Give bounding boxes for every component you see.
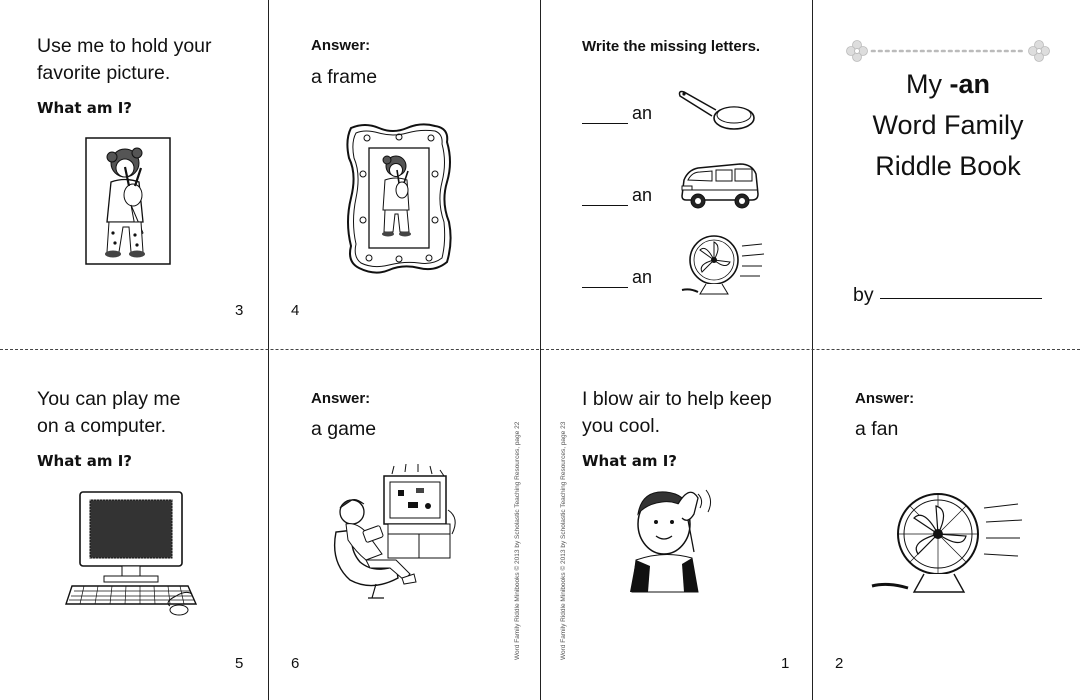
electric-fan-icon xyxy=(868,486,1028,598)
riddle-line-1: You can play me xyxy=(37,388,181,410)
ornate-frame-icon xyxy=(345,122,453,274)
blank-pan[interactable] xyxy=(582,103,652,124)
girl-with-bunny-picture-icon xyxy=(85,137,171,265)
blank-line[interactable] xyxy=(582,109,628,124)
suffix-text: an xyxy=(632,267,653,287)
answer-heading: Answer: xyxy=(311,37,371,54)
author-blank[interactable] xyxy=(880,298,1042,299)
title-line-1 xyxy=(832,64,1064,105)
divider-1 xyxy=(268,0,269,700)
author-line xyxy=(853,284,874,307)
riddle-text xyxy=(37,33,212,87)
page-number: 4 xyxy=(291,302,300,319)
book-title xyxy=(832,64,1064,187)
fold-line xyxy=(0,349,1080,350)
what-am-i-question: What am I? xyxy=(582,452,677,470)
what-am-i-question: What am I? xyxy=(37,99,132,117)
blank-line[interactable] xyxy=(582,273,628,288)
boy-playing-video-game-icon xyxy=(326,462,462,606)
van-icon xyxy=(678,158,762,214)
computer-icon xyxy=(64,490,204,616)
title-line-2: Word Family xyxy=(872,110,1024,140)
suffix-text: an xyxy=(632,185,653,205)
page-number: 2 xyxy=(835,655,844,672)
blank-fan[interactable] xyxy=(582,267,652,288)
blank-line[interactable] xyxy=(582,191,628,206)
riddle-line-2: you cool. xyxy=(582,415,661,437)
blank-van[interactable] xyxy=(582,185,652,206)
riddle-line-1: Use me to hold your xyxy=(37,35,212,57)
riddle-line-2: favorite picture. xyxy=(37,62,171,84)
riddle-text xyxy=(37,386,180,440)
page-number: 1 xyxy=(781,655,790,672)
page-number: 5 xyxy=(235,655,244,672)
frying-pan-icon xyxy=(676,86,756,134)
riddle-text xyxy=(582,386,772,440)
title-line-3: Riddle Book xyxy=(875,151,1021,181)
by-label: by xyxy=(853,284,874,306)
answer-text: a game xyxy=(311,418,377,440)
riddle-line-1: I blow air to help keep xyxy=(582,388,772,410)
hot-boy-wiping-brow-icon xyxy=(628,480,720,596)
answer-heading: Answer: xyxy=(855,390,915,407)
word-family: -an xyxy=(949,69,990,99)
what-am-i-question: What am I? xyxy=(37,452,132,470)
answer-text: a frame xyxy=(311,66,378,88)
copyright-credit: Word Family Riddle Minibooks © 2013 by Scholastic Teaching Resources, page 22 xyxy=(514,421,521,660)
divider-2 xyxy=(540,0,541,700)
suffix-text: an xyxy=(632,103,653,123)
copyright-credit: Word Family Riddle Minibooks © 2013 by Scholastic Teaching Resources, page 23 xyxy=(560,421,567,660)
riddle-line-2: on a computer. xyxy=(37,415,166,437)
answer-text: a fan xyxy=(855,418,899,440)
answer-heading: Answer: xyxy=(311,390,371,407)
flower-ornament-icon xyxy=(846,40,1050,62)
page-number: 6 xyxy=(291,655,300,672)
worksheet-instruction: Write the missing letters. xyxy=(582,38,761,55)
divider-3 xyxy=(812,0,813,700)
electric-fan-icon xyxy=(676,232,766,300)
title-prefix: My xyxy=(906,69,950,99)
page-number: 3 xyxy=(235,302,244,319)
